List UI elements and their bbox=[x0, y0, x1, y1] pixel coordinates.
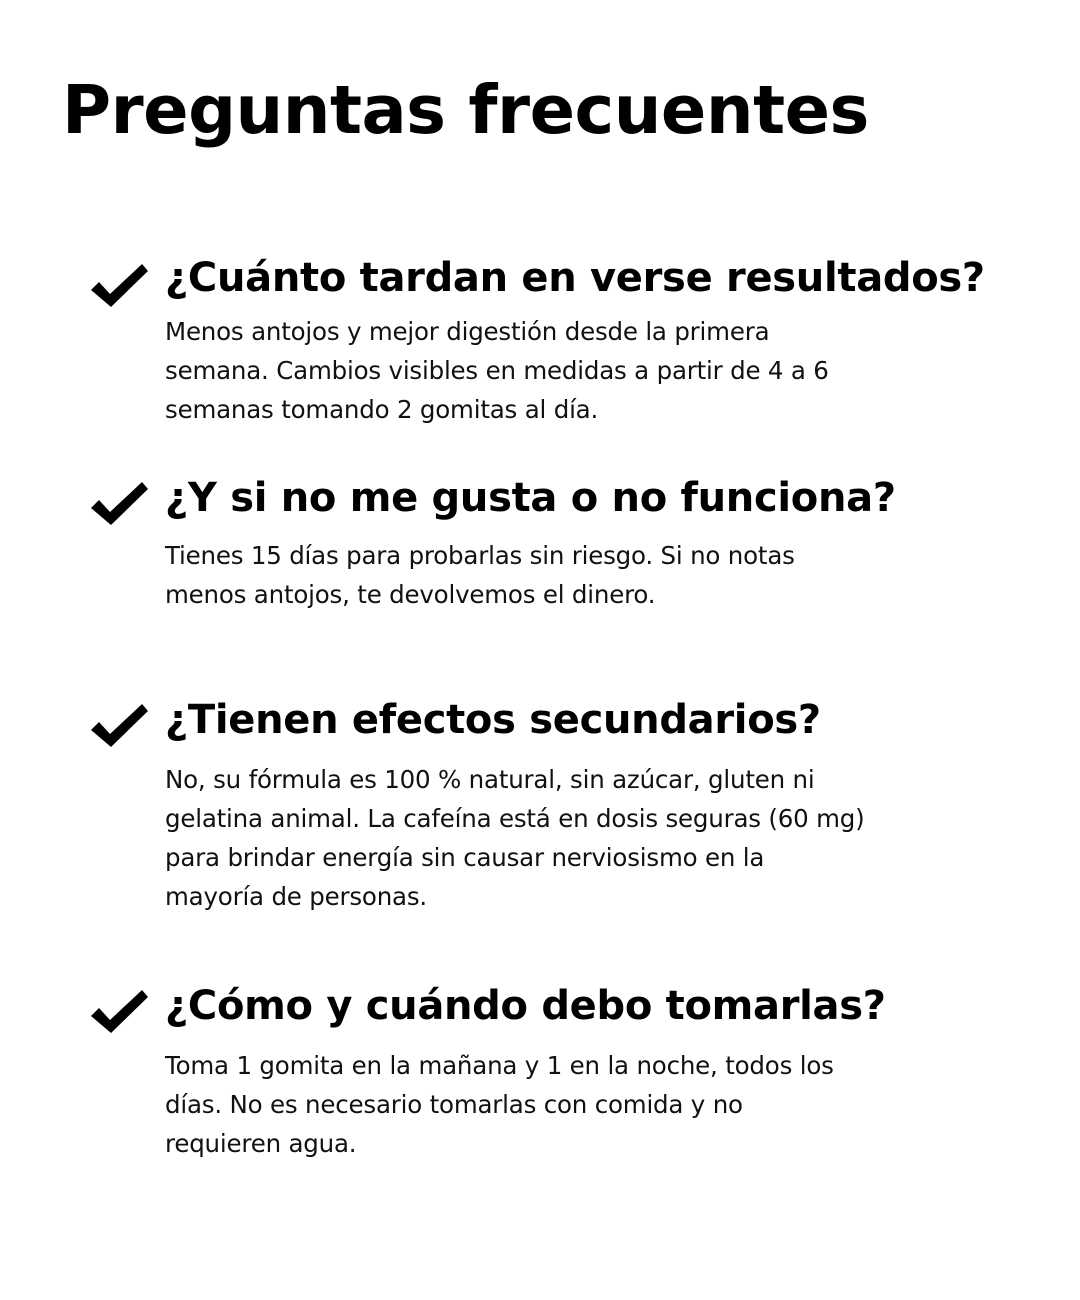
faq-answer: Toma 1 gomita en la mañana y 1 en la noche, todos los días. No es necesario tomarlas con comida y no requieren agua. bbox=[165, 1051, 834, 1158]
faq-question: ¿Cómo y cuándo debo tomarlas? bbox=[165, 983, 886, 1029]
faq-answer: Tienes 15 días para probarlas sin riesgo. Si no notas menos antojos, te devolvemos el dinero. bbox=[165, 541, 795, 609]
checkmark-icon bbox=[88, 986, 150, 1038]
checkmark-icon bbox=[88, 478, 150, 530]
checkmark-icon bbox=[88, 700, 150, 752]
faq-question: ¿Y si no me gusta o no funciona? bbox=[165, 475, 896, 521]
page-title: Preguntas frecuentes bbox=[62, 71, 869, 149]
checkmark-icon bbox=[88, 260, 150, 312]
faq-answer: No, su fórmula es 100 % natural, sin azúcar, gluten ni gelatina animal. La cafeína está en dosis seguras (60 mg) para brindar energía sin causar nerviosismo en la mayoría de personas. bbox=[165, 765, 865, 911]
faq-question: ¿Cuánto tardan en verse resultados? bbox=[165, 255, 985, 301]
faq-question: ¿Tienen efectos secundarios? bbox=[165, 697, 821, 743]
faq-answer: Menos antojos y mejor digestión desde la primera semana. Cambios visibles en medidas a partir de 4 a 6 semanas tomando 2 gomitas al día. bbox=[165, 317, 829, 424]
